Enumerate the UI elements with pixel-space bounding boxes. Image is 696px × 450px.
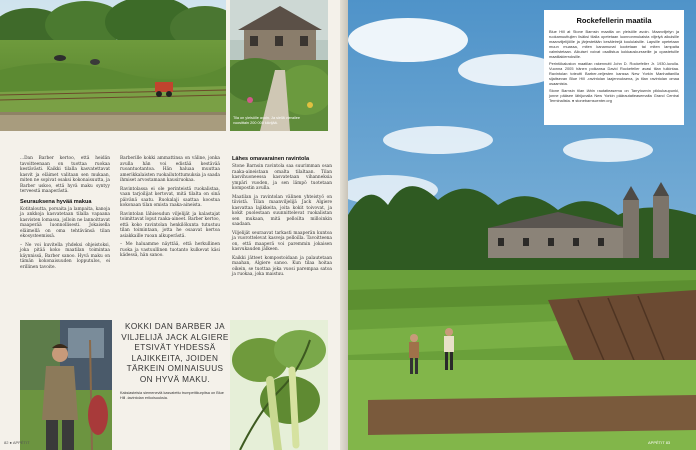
subheading: Seurauksena hyvää makua — [20, 198, 92, 205]
squash-plant-photo — [230, 320, 328, 450]
subheading: Lähes omavarainen ravintola — [232, 156, 310, 162]
sidebar-paragraph: Blue Hill at Stone Barnsin maatila on yleisölle avoin. Maanviljelyn ja ruokamuuttujien lisäksi tilalla opetetaan luonnonmukaista viljelyä aikuisille maanviljelijöille ja järjestetään kesäleirejä koululaisille. Lapsille opetetaan muun muassa, miten kanamunat kootetaan tai miten lampaita valmistetaan. Aikuiset voivat osallistua kokkauskursseille ja opastetuille maatilakierroksille. — [549, 29, 679, 59]
sidebar-paragraph: Stone Barnsin tilan lähin rautatieasema on Tarrytownin pikkukaupunki, jonne pääsee lähijunalla New Yorkin päärautatieasemalta Grand Central Terminalista. ● stonebarnscenter.org — [549, 88, 679, 103]
sidebar-paragraph: Perintökaluston maatilan rakennutti John D. Rockefeller Jr. 1930-luvulla. Vuonna 2005 hänen poikansa David Rockefeller avasi tilan tulkintaa. Ravintolan toteutti Barber-veljesten kanssa New Yorkin Manhattanilla sijaitsevan Blue Hill -ravintolan laajennuksena, ja tilan ravintolan omaa osaamista. — [549, 61, 679, 86]
paragraph: Stone Barnsin ravintola saa suurimman osan raaka-aineistaan omalta tilaltaan. Tilan kasvihuoneessa kasvatetaan vihanneksia ympäri vuoden, ja sen lämpö tuotetaan kompostin avulla. — [232, 164, 332, 191]
pull-quote-caption: Kaksiasteisia siemeneviä kasvatettu trumpettikurpitsa on Blue Hill -tavintolan erikoisuuksia. — [120, 391, 224, 400]
paragraph: Kotitaloutta, porsaita ja lampaita, kanoja ja ankkoja kasvatetaan tilalla vapaana kasvisten lomassa, jolloin ne lannoittavat maaperää luonnollisesti. Jokaisella eläimellä on oma tehtävänsä tilan ekosysteemissä. — [20, 206, 110, 239]
barn-illustration — [230, 0, 328, 131]
paragraph: ...Dan Barber kertoo, että heidän tavoitteenaan on tuottaa ruokaa kestävästi. Kaikki tilalla kasvatettavat kasvit ja eläimet valitaan sen mukaan, miten ne sopivat osaksi kokonaisuutta, ja Barber uskoo, että hyvä maku syntyy terveestä maaperästä. — [20, 156, 110, 194]
barn-photo — [230, 0, 328, 131]
farmer-illustration — [20, 320, 112, 450]
squash-plant-illustration — [230, 320, 328, 450]
paragraph: – Me haluamme näyttää, että herkullinen ruoka ja vastuullinen tuotanto kulkevat käsi kädessä, hän sanoo. — [120, 242, 220, 258]
page-gutter — [340, 0, 348, 450]
text-column-3 — [232, 152, 332, 281]
paragraph: Ravintolassa ei ole perinteistä ruokalistaa, vaan tarjoilijat kertovat, mitä tilalta on sinä päivänä saatu. Ruokalaji saattaa koostua kokonaan tilan omista raaka-aineista. — [120, 186, 220, 208]
pull-quote: KOKKI DAN BARBER JA VILJELIJÄ JACK ALGIERE ETSIVÄT YHDESSÄ LAJIKKEITA, JOIDEN TÄRKEIN OMINAISUUS ON HYVÄ MAKU. — [121, 322, 229, 384]
paragraph: Maatilan ja ravintolan välinen yhteistyö on tiivistä. Tilan maanviljelijä Jack Algiere kasvattaa lajikkeita, joita kokit toivovat, ja kokit puolestaan suunnittelevat ruokalistan sen mukaan, mitä pelloilta milloinkin saadaan. — [232, 194, 332, 227]
barn-photo-caption: Tila on yleisölle avoin. Ja siellä vierailee vuosittain 200 000 kävijää. — [233, 116, 300, 125]
paragraph: Viljelijät seuraavat tarkasti maaperän kuntoa ja vuorottelevat kasveja pelloilla. Tavoitteena on, että maaperä voi paremmin jokaisen kasvukauden jälkeen. — [232, 230, 332, 252]
paragraph: – Ne voi kuvitella yhdeksi ohjeistoksi, joka pitää koko maatilan toimintaa käynnissä, Barber sanoo. Hyvä maku on tämän kokonaisuuden lopputulos, ei erillinen tavoite. — [20, 242, 110, 270]
paragraph: Barberille kokki ammattinsa on väline, jonka avulla hän voi edistää kestävää ruoantuotantoa. Hän haluaa muuttaa amerikkalaisten ruokailutottumuksia ja saada ihmiset arvostamaan kausiruokaa. — [120, 156, 220, 183]
text-column-2 — [120, 156, 220, 262]
pull-quote-block — [120, 322, 230, 401]
farmer-photo — [20, 320, 112, 450]
page-number-right: APPÉTIT 83 — [648, 440, 671, 445]
paragraph: Ravintolan lähiseudun viljelijät ja kalastajat toimittavat loput raaka-aineet. Barber kertoo, että koko ravintolan henkilökunta tutustuu tilan toimintaan, jotta he osaavat kertoa asiakkaille ruoan alkuperästä. — [120, 211, 220, 239]
sidebar-box — [544, 10, 684, 125]
sidebar-title: Rockefellerin maatila — [576, 16, 652, 25]
farm-landscape-illustration — [0, 0, 226, 131]
paragraph: Kaikki jätteet kompostoidaan ja palautetaan maahan, Algiere sanoo. Kun tilaa hoitaa oikein, se tuottaa joka vuosi parempaa satoa ja ruokaa, joka maistuu. — [232, 255, 332, 277]
farm-landscape-photo — [0, 0, 226, 131]
page-number-left: 82 ● APPÉTIT — [4, 440, 30, 445]
text-column-1 — [20, 156, 110, 273]
